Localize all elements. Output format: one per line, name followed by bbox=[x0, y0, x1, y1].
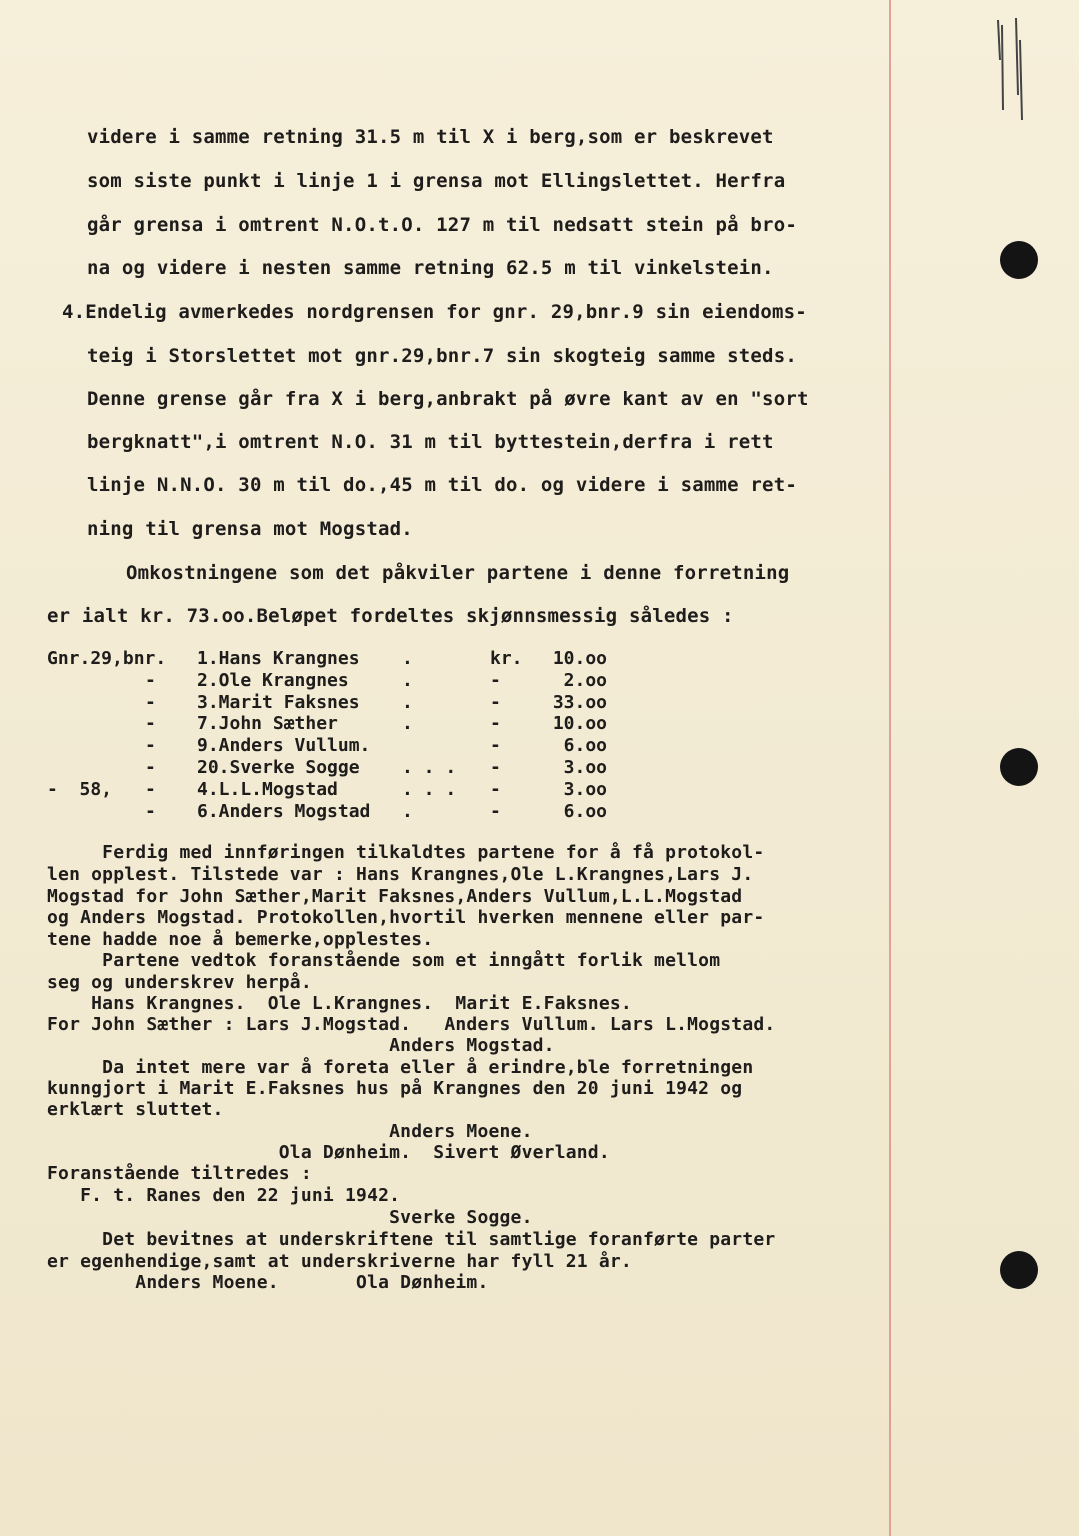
text-line: linje N.N.O. 30 m til do.,45 m til do. og videre i samme ret- bbox=[87, 474, 797, 496]
table-row bbox=[47, 713, 607, 735]
table-cell-amount: 10.oo bbox=[552, 713, 607, 734]
text-line: videre i samme retning 31.5 m til X i berg,som er beskrevet bbox=[87, 126, 774, 148]
table-cell-unit: - bbox=[490, 779, 501, 800]
table-cell-unit: - bbox=[490, 670, 501, 691]
text-line: er ialt kr. 73.oo.Beløpet fordeltes skjønnsmessig således : bbox=[47, 605, 734, 627]
table-cell-dots: . bbox=[402, 801, 413, 822]
table-cell-dash: - bbox=[145, 670, 156, 691]
margin-rule bbox=[889, 0, 891, 1536]
punch-hole-bottom bbox=[1000, 1251, 1038, 1289]
text-line: For John Sæther : Lars J.Mogstad. Anders Vullum. Lars L.Mogstad. bbox=[47, 1014, 776, 1035]
table-cell-dots: . . . bbox=[402, 757, 457, 778]
table-row bbox=[47, 648, 607, 670]
table-cell-dash: - bbox=[145, 779, 156, 800]
text-line: len opplest. Tilstede var : Hans Krangnes,Ole L.Krangnes,Lars J. bbox=[47, 864, 754, 885]
table-cell-amount: 2.oo bbox=[563, 670, 607, 691]
text-line: Anders Moene. bbox=[47, 1121, 533, 1142]
punch-hole-middle bbox=[1000, 748, 1038, 786]
text-line: erklært sluttet. bbox=[47, 1099, 224, 1120]
text-line: og Anders Mogstad. Protokollen,hvortil hverken mennene eller par- bbox=[47, 907, 765, 928]
table-cell-name: 20.Sverke Sogge bbox=[197, 757, 360, 778]
text-line: Mogstad for John Sæther,Marit Faksnes,Anders Vullum,L.L.Mogstad bbox=[47, 886, 743, 907]
text-line: Ola Dønheim. Sivert Øverland. bbox=[47, 1142, 610, 1163]
text-line: Ferdig med innføringen tilkaldtes partene for å få protokol- bbox=[47, 842, 765, 863]
punch-hole-top bbox=[1000, 241, 1038, 279]
table-cell-dash: - bbox=[145, 735, 156, 756]
table-cell-prefix: Gnr.29,bnr. bbox=[47, 648, 167, 669]
table-row bbox=[47, 692, 607, 714]
table-cell-dots: . bbox=[402, 692, 413, 713]
table-cell-unit: - bbox=[490, 735, 501, 756]
table-cell-amount: 3.oo bbox=[563, 757, 607, 778]
text-line: tene hadde noe å bemerke,opplestes. bbox=[47, 929, 434, 950]
table-cell-amount: 3.oo bbox=[563, 779, 607, 800]
text-line: går grensa i omtrent N.O.t.O. 127 m til nedsatt stein på bro- bbox=[87, 214, 797, 236]
table-cell-dash: - bbox=[145, 713, 156, 734]
table-row bbox=[47, 735, 607, 757]
text-line: na og videre i nesten samme retning 62.5 m til vinkelstein. bbox=[87, 257, 774, 279]
text-line: Da intet mere var å foreta eller å erindre,ble forretningen bbox=[47, 1057, 754, 1078]
text-line: F. t. Ranes den 22 juni 1942. bbox=[47, 1185, 401, 1206]
table-cell-name: 6.Anders Mogstad bbox=[197, 801, 371, 822]
table-cell-dots: . bbox=[402, 670, 413, 691]
table-cell-unit: - bbox=[490, 757, 501, 778]
text-line: Omkostningene som det påkviler partene i denne forretning bbox=[126, 562, 790, 584]
table-cell-unit: - bbox=[490, 801, 501, 822]
table-cell-dash: - bbox=[145, 757, 156, 778]
table-cell-amount: 33.oo bbox=[552, 692, 607, 713]
table-cell-amount: 6.oo bbox=[563, 801, 607, 822]
table-cell-dots: . bbox=[402, 713, 413, 734]
text-line: ning til grensa mot Mogstad. bbox=[87, 518, 413, 540]
table-cell-name: 1.Hans Krangnes bbox=[197, 648, 360, 669]
table-cell-amount: 6.oo bbox=[563, 735, 607, 756]
table-cell-name: 2.Ole Krangnes bbox=[197, 670, 349, 691]
text-line: teig i Storslettet mot gnr.29,bnr.7 sin skogteig samme steds. bbox=[87, 345, 797, 367]
table-cell-amount: 10.oo bbox=[552, 648, 607, 669]
table-cell-unit: kr. bbox=[490, 648, 523, 669]
text-line: seg og underskrev herpå. bbox=[47, 972, 312, 993]
table-row bbox=[47, 801, 607, 823]
table-row bbox=[47, 757, 607, 779]
table-cell-unit: - bbox=[490, 692, 501, 713]
text-line: er egenhendige,samt at underskriverne har fyll 21 år. bbox=[47, 1251, 632, 1272]
text-line: Det bevitnes at underskriftene til samtlige foranførte parter bbox=[47, 1229, 776, 1250]
table-row bbox=[47, 779, 607, 801]
table-cell-name: 4.L.L.Mogstad bbox=[197, 779, 338, 800]
text-line: bergknatt",i omtrent N.O. 31 m til byttestein,derfra i rett bbox=[87, 431, 774, 453]
text-line: Anders Moene. Ola Dønheim. bbox=[47, 1272, 489, 1293]
text-line: Sverke Sogge. bbox=[47, 1207, 533, 1228]
table-cell-dash: - bbox=[145, 692, 156, 713]
text-line: kunngjort i Marit E.Faksnes hus på Krangnes den 20 juni 1942 og bbox=[47, 1078, 743, 1099]
table-row bbox=[47, 670, 607, 692]
table-cell-name: 9.Anders Vullum. bbox=[197, 735, 371, 756]
text-line: Hans Krangnes. Ole L.Krangnes. Marit E.Faksnes. bbox=[47, 993, 632, 1014]
table-cell-dash: - bbox=[145, 801, 156, 822]
text-line: 4.Endelig avmerkedes nordgrensen for gnr. 29,bnr.9 sin eiendoms- bbox=[62, 301, 807, 323]
text-line: Anders Mogstad. bbox=[47, 1035, 555, 1056]
table-cell-unit: - bbox=[490, 713, 501, 734]
text-line: Partene vedtok foranstående som et inngått forlik mellom bbox=[47, 950, 721, 971]
pencil-marks bbox=[990, 0, 1030, 130]
text-line: som siste punkt i linje 1 i grensa mot Ellingslettet. Herfra bbox=[87, 170, 786, 192]
table-cell-dots: . bbox=[402, 648, 413, 669]
table-cell-prefix: - 58, bbox=[47, 779, 123, 800]
text-line: Foranstående tiltredes : bbox=[47, 1163, 312, 1184]
table-cell-name: 7.John Sæther bbox=[197, 713, 338, 734]
table-cell-name: 3.Marit Faksnes bbox=[197, 692, 360, 713]
text-line: Denne grense går fra X i berg,anbrakt på øvre kant av en "sort bbox=[87, 388, 809, 410]
table-cell-dots: . . . bbox=[402, 779, 457, 800]
